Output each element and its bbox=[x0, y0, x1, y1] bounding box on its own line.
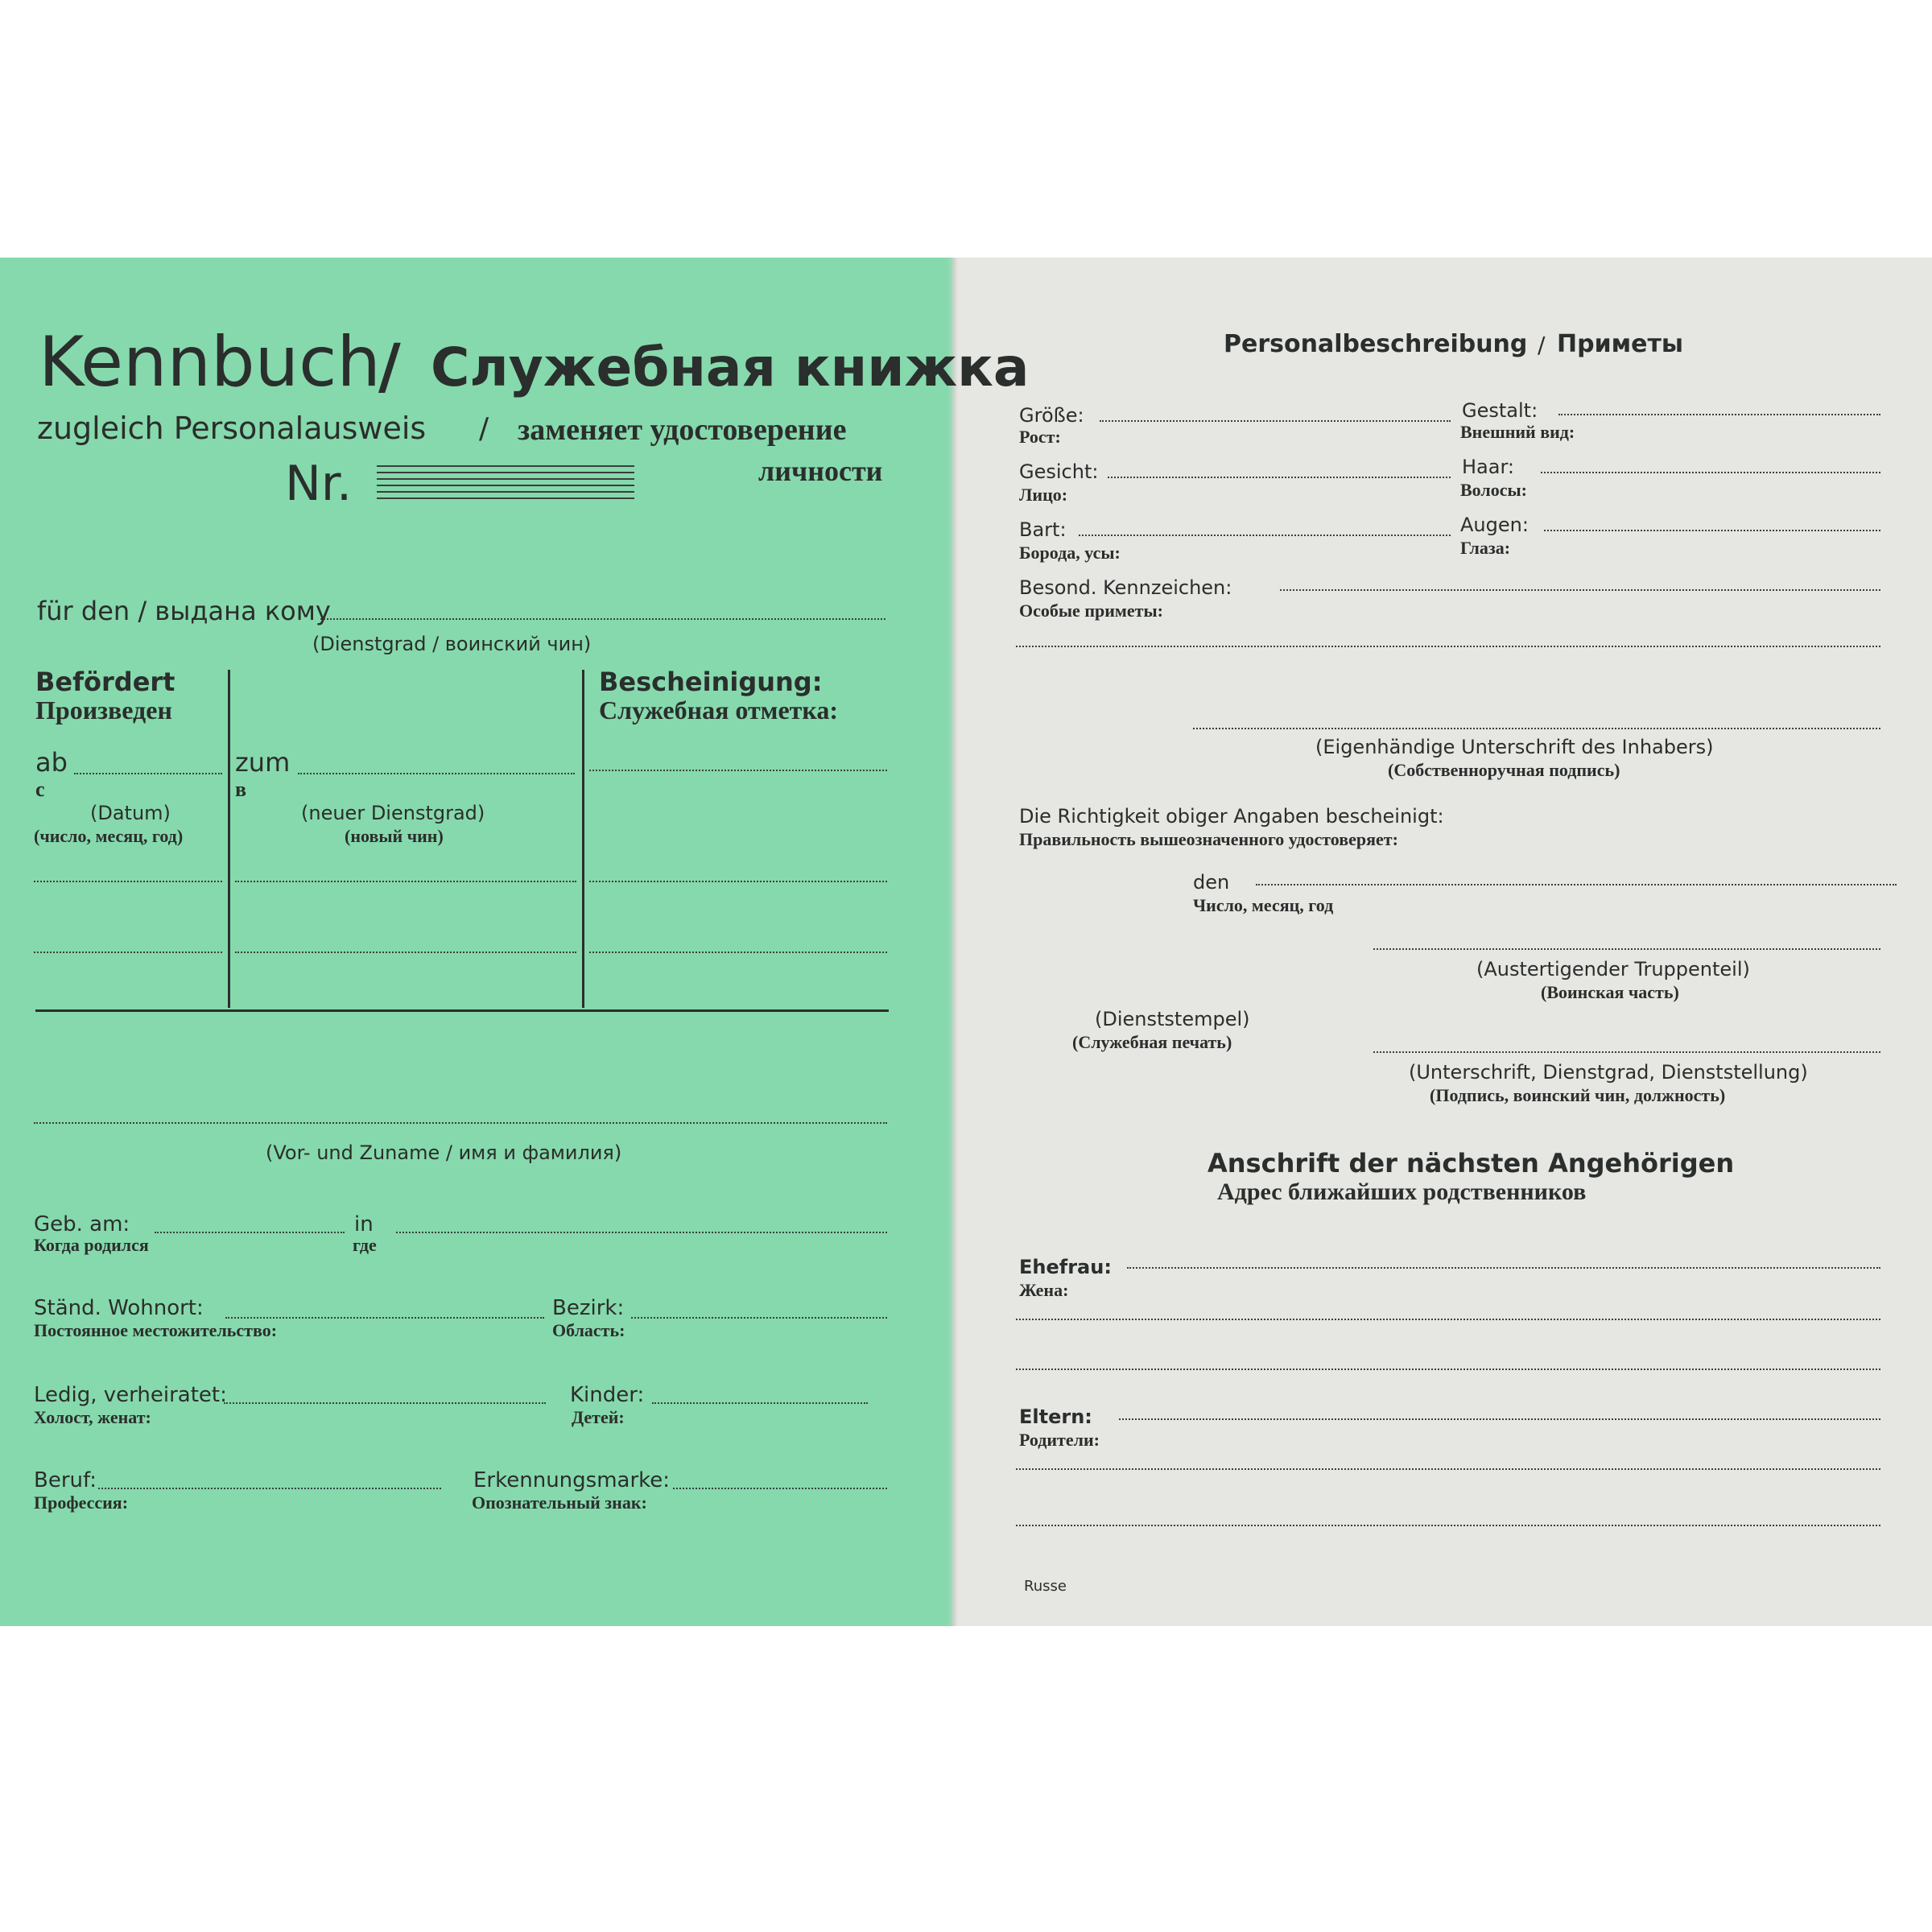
new-rank-caption-russian: (новый чин) bbox=[345, 826, 444, 846]
district-label-russian: Область: bbox=[552, 1320, 625, 1340]
promotion-divider-2 bbox=[582, 670, 584, 1008]
id-tag-field[interactable] bbox=[673, 1488, 887, 1489]
profession-label-german: Beruf: bbox=[34, 1468, 97, 1492]
nr-number-field bbox=[377, 465, 634, 504]
wife-field-2[interactable] bbox=[1016, 1319, 1880, 1320]
eyes-label-russian: Глаза: bbox=[1460, 538, 1511, 558]
parents-field-3[interactable] bbox=[1016, 1525, 1880, 1526]
description-heading-russian: Приметы bbox=[1557, 330, 1683, 358]
certification-line-1[interactable] bbox=[589, 770, 887, 771]
to-label-russian: в bbox=[235, 778, 247, 801]
parents-field-2[interactable] bbox=[1016, 1468, 1880, 1470]
to-label-german: zum bbox=[235, 747, 291, 778]
stamp-caption-russian: (Служебная печать) bbox=[1072, 1032, 1232, 1052]
hair-label-russian: Волосы: bbox=[1460, 480, 1527, 500]
date-label-german: den bbox=[1193, 871, 1230, 894]
promoted-label-russian: Произведен bbox=[35, 696, 172, 724]
subtitle-separator: / bbox=[479, 412, 489, 445]
unit-caption-german: (Austertigender Truppenteil) bbox=[1476, 958, 1750, 980]
subtitle-russian-1: заменяет удостоверение bbox=[518, 413, 847, 447]
subtitle-german: zugleich Personalausweis bbox=[37, 411, 427, 446]
description-heading-separator: / bbox=[1538, 332, 1546, 358]
wife-label-german: Ehefrau: bbox=[1019, 1256, 1112, 1278]
issued-to-label: für den / выдана кому bbox=[37, 596, 331, 626]
special-marks-label-german: Besond. Kennzeichen: bbox=[1019, 576, 1232, 599]
title-russian: Служебная книжка bbox=[431, 336, 1030, 398]
build-field[interactable] bbox=[1558, 414, 1880, 415]
promoted-label-german: Befördert bbox=[35, 667, 175, 697]
district-field[interactable] bbox=[631, 1317, 887, 1319]
hair-field[interactable] bbox=[1541, 472, 1880, 473]
new-rank-caption-german: (neuer Dienstgrad) bbox=[301, 802, 485, 824]
from-label-german: ab bbox=[35, 747, 68, 778]
born-on-label-german: Geb. am: bbox=[34, 1212, 130, 1236]
relatives-heading-german: Anschrift der nächsten Angehörigen bbox=[1208, 1148, 1735, 1179]
certified-label-german: Die Richtigkeit obiger Angaben bescheinigt: bbox=[1019, 805, 1444, 828]
rank-caption: (Dienstgrad / воинский чин) bbox=[312, 633, 592, 655]
unit-caption-russian: (Воинская часть) bbox=[1541, 982, 1679, 1002]
title-separator: / bbox=[378, 330, 401, 402]
certification-line-3[interactable] bbox=[589, 952, 887, 953]
nr-label: Nr. bbox=[285, 456, 353, 512]
special-marks-field-2[interactable] bbox=[1016, 646, 1880, 647]
certification-label-russian: Служебная отметка: bbox=[599, 696, 838, 724]
district-label-german: Bezirk: bbox=[552, 1296, 625, 1320]
special-marks-field-1[interactable] bbox=[1280, 589, 1880, 591]
date-label-russian: Число, месяц, год bbox=[1193, 895, 1334, 915]
right-page bbox=[953, 258, 1932, 1626]
marital-field[interactable] bbox=[224, 1402, 546, 1404]
holder-signature-caption-russian: (Собственноручная подпись) bbox=[1388, 760, 1620, 780]
holder-signature-caption-german: (Eigenhändige Unterschrift des Inhabers) bbox=[1315, 736, 1714, 758]
profession-field[interactable] bbox=[98, 1488, 441, 1489]
parents-label-russian: Родители: bbox=[1019, 1430, 1100, 1450]
date-caption-russian: (число, месяц, год) bbox=[34, 826, 184, 846]
residence-label-german: Ständ. Wohnort: bbox=[34, 1296, 204, 1320]
residence-field[interactable] bbox=[225, 1317, 544, 1319]
hair-label-german: Haar: bbox=[1462, 456, 1514, 478]
issued-to-field[interactable] bbox=[320, 618, 886, 620]
footer-print-mark: Russe bbox=[1024, 1578, 1067, 1595]
unit-field[interactable] bbox=[1373, 948, 1880, 950]
marital-label-german: Ledig, verheiratet: bbox=[34, 1383, 227, 1407]
special-marks-label-russian: Особые приметы: bbox=[1019, 601, 1163, 621]
promotion-row-3-date[interactable] bbox=[34, 952, 222, 953]
full-name-field[interactable] bbox=[34, 1122, 887, 1124]
eyes-label-german: Augen: bbox=[1460, 514, 1529, 536]
promotion-row-2-date[interactable] bbox=[34, 881, 222, 882]
residence-label-russian: Постоянное местожительство: bbox=[34, 1320, 278, 1340]
born-in-field[interactable] bbox=[396, 1232, 887, 1233]
children-label-russian: Детей: bbox=[572, 1407, 625, 1427]
eyes-field[interactable] bbox=[1544, 530, 1880, 531]
official-signature-caption-german: (Unterschrift, Dienstgrad, Dienststellung) bbox=[1409, 1061, 1808, 1084]
subtitle-russian-2: личности bbox=[758, 455, 883, 487]
children-label-german: Kinder: bbox=[570, 1383, 645, 1407]
beard-label-german: Bart: bbox=[1019, 518, 1067, 541]
wife-label-russian: Жена: bbox=[1019, 1280, 1069, 1300]
id-tag-label-russian: Опознательный знак: bbox=[472, 1492, 647, 1513]
born-on-field[interactable] bbox=[155, 1232, 345, 1233]
new-rank-field[interactable] bbox=[298, 773, 575, 774]
stamp-caption-german: (Dienststempel) bbox=[1095, 1008, 1250, 1030]
certification-label-german: Bescheinigung: bbox=[599, 667, 823, 697]
promotion-divider-1 bbox=[228, 670, 230, 1008]
parents-label-german: Eltern: bbox=[1019, 1406, 1092, 1428]
id-tag-label-german: Erkennungsmarke: bbox=[473, 1468, 671, 1492]
official-signature-caption-russian: (Подпись, воинский чин, должность) bbox=[1430, 1085, 1726, 1105]
face-label-russian: Лицо: bbox=[1019, 485, 1068, 505]
face-field[interactable] bbox=[1108, 477, 1451, 478]
certification-date-field[interactable] bbox=[1256, 884, 1897, 886]
born-in-label-german: in bbox=[354, 1212, 374, 1236]
height-label-russian: Рост: bbox=[1019, 427, 1061, 447]
title-german: Kennbuch bbox=[39, 322, 381, 402]
description-heading-german: Personalbeschreibung bbox=[1224, 330, 1528, 358]
wife-field-3[interactable] bbox=[1016, 1368, 1880, 1370]
promotion-row-2-rank[interactable] bbox=[235, 881, 576, 882]
face-label-german: Gesicht: bbox=[1019, 460, 1099, 483]
beard-label-russian: Борода, усы: bbox=[1019, 543, 1121, 563]
build-label-german: Gestalt: bbox=[1462, 399, 1538, 422]
official-signature-field[interactable] bbox=[1373, 1051, 1880, 1053]
promotion-row-3-rank[interactable] bbox=[235, 952, 576, 953]
holder-signature-field[interactable] bbox=[1193, 728, 1880, 729]
promotion-bottom-rule bbox=[35, 1009, 889, 1012]
beard-field[interactable] bbox=[1079, 535, 1451, 536]
wife-field-1[interactable] bbox=[1127, 1267, 1880, 1269]
certified-label-russian: Правильность вышеозначенного удостоверяет: bbox=[1019, 829, 1398, 849]
born-on-label-russian: Когда родился bbox=[34, 1235, 149, 1255]
from-date-field[interactable] bbox=[74, 773, 222, 774]
relatives-heading-russian: Адрес ближайших родственников bbox=[1217, 1179, 1587, 1205]
born-in-label-russian: где bbox=[353, 1235, 377, 1255]
height-label-german: Größe: bbox=[1019, 404, 1084, 427]
certification-line-2[interactable] bbox=[589, 881, 887, 882]
height-field[interactable] bbox=[1100, 420, 1451, 422]
book-spine bbox=[947, 258, 958, 1626]
from-label-russian: с bbox=[35, 778, 45, 801]
marital-label-russian: Холост, женат: bbox=[34, 1407, 151, 1427]
parents-field-1[interactable] bbox=[1119, 1418, 1880, 1420]
build-label-russian: Внешний вид: bbox=[1460, 422, 1575, 442]
full-name-caption: (Vor- und Zuname / имя и фамилия) bbox=[266, 1141, 622, 1164]
children-field[interactable] bbox=[652, 1402, 868, 1404]
profession-label-russian: Профессия: bbox=[34, 1492, 129, 1513]
date-caption-german: (Datum) bbox=[90, 802, 171, 824]
